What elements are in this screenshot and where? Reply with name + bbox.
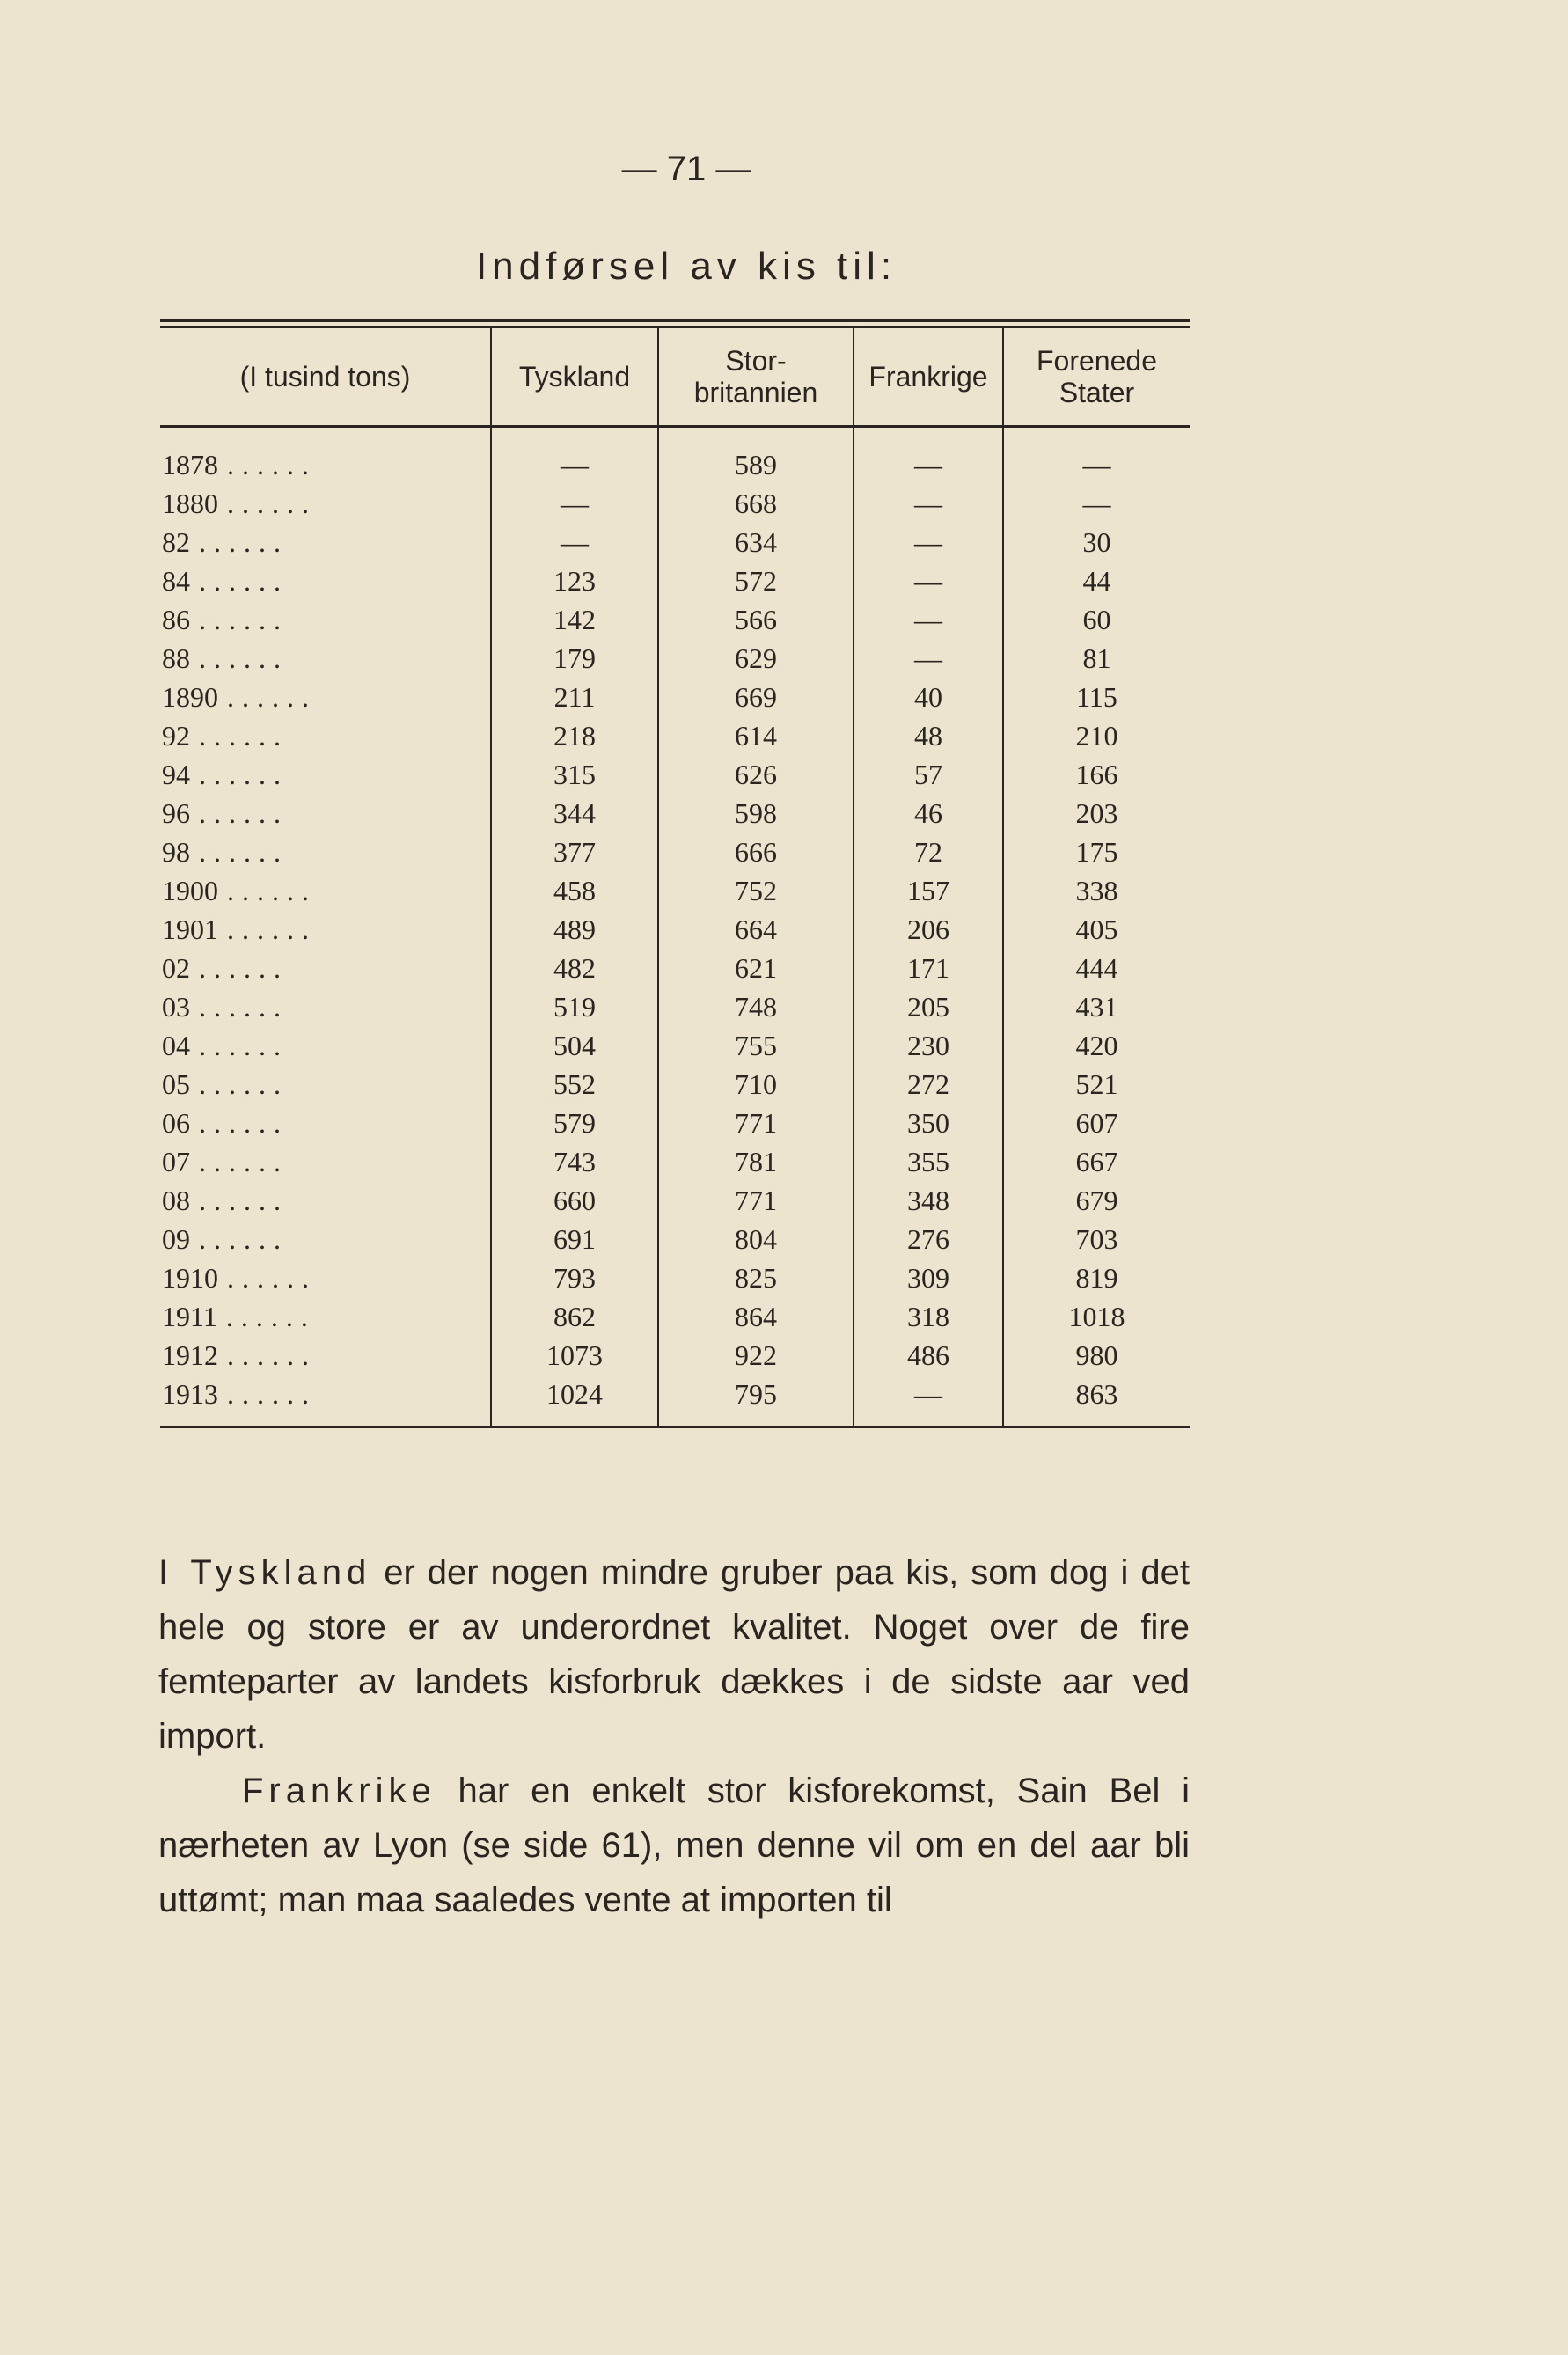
table-row (160, 910, 1190, 949)
cell-forenede-stater: 210 (1003, 716, 1190, 755)
cell-forenede-stater: 30 (1003, 523, 1190, 561)
cell-year: 88 ...... (162, 642, 289, 674)
cell-year: 98 ...... (162, 836, 289, 868)
cell-storbritannien: 771 (658, 1104, 854, 1142)
cell-year: 09 ...... (162, 1223, 289, 1255)
cell-storbritannien: 626 (658, 755, 854, 794)
table-row (160, 871, 1190, 910)
header-tyskland: Tyskland (491, 328, 658, 427)
cell-tyskland: 458 (491, 871, 658, 910)
cell-year: 82 ...... (162, 526, 289, 558)
cell-frankrige: 206 (854, 910, 1003, 949)
cell-tyskland: 793 (491, 1258, 658, 1297)
paragraph-text: er der nogen mindre gruber paa kis, som dog i det hele og store er av underordnet kvalitet. Noget over de fire femteparter av landets kisforbruk dækkes i de sidste aar ved import. (158, 1553, 1190, 1756)
cell-tyskland: 179 (491, 639, 658, 678)
cell-frankrige: 205 (854, 987, 1003, 1026)
cell-forenede-stater: — (1003, 427, 1190, 485)
table-row (160, 833, 1190, 871)
cell-forenede-stater: 44 (1003, 561, 1190, 600)
table-row (160, 794, 1190, 833)
table-row (160, 427, 1190, 485)
cell-year: 84 ...... (162, 565, 289, 597)
cell-storbritannien: 755 (658, 1026, 854, 1065)
paragraph-lead: I Tyskland (158, 1553, 372, 1592)
table-row (160, 1220, 1190, 1258)
cell-tyskland: 862 (491, 1297, 658, 1336)
cell-forenede-stater: 607 (1003, 1104, 1190, 1142)
cell-forenede-stater: 703 (1003, 1220, 1190, 1258)
cell-tyskland: 211 (491, 678, 658, 716)
header-frankrige: Frankrige (854, 328, 1003, 427)
table-row (160, 1297, 1190, 1336)
cell-tyskland: 743 (491, 1142, 658, 1181)
cell-tyskland: 218 (491, 716, 658, 755)
cell-tyskland: 1024 (491, 1375, 658, 1426)
table-header-row (160, 328, 1190, 427)
cell-tyskland: 315 (491, 755, 658, 794)
table-row (160, 755, 1190, 794)
cell-forenede-stater: 444 (1003, 949, 1190, 987)
table-top-rule (160, 319, 1190, 322)
cell-frankrige: 48 (854, 716, 1003, 755)
cell-frankrige: 46 (854, 794, 1003, 833)
page-number: — 71 — (621, 150, 751, 188)
cell-frankrige: — (854, 600, 1003, 639)
body-text (158, 1545, 1190, 1927)
cell-tyskland: — (491, 484, 658, 523)
cell-tyskland: 482 (491, 949, 658, 987)
cell-storbritannien: 614 (658, 716, 854, 755)
cell-storbritannien: 664 (658, 910, 854, 949)
paragraph-frankrike (158, 1764, 1190, 1927)
cell-year: 05 ...... (162, 1068, 289, 1100)
cell-year: 1878 ...... (162, 449, 317, 481)
cell-tyskland: 504 (491, 1026, 658, 1065)
cell-tyskland: 489 (491, 910, 658, 949)
cell-storbritannien: 621 (658, 949, 854, 987)
cell-frankrige: 355 (854, 1142, 1003, 1181)
paragraph-tyskland (158, 1545, 1190, 1764)
cell-storbritannien: 771 (658, 1181, 854, 1220)
cell-frankrige: — (854, 1375, 1003, 1426)
cell-forenede-stater: 60 (1003, 600, 1190, 639)
table-row (160, 484, 1190, 523)
table-row (160, 1375, 1190, 1426)
cell-year: 1901 ...... (162, 913, 317, 945)
cell-forenede-stater: 863 (1003, 1375, 1190, 1426)
table-row (160, 949, 1190, 987)
cell-tyskland: 142 (491, 600, 658, 639)
table-row (160, 600, 1190, 639)
cell-year: 1913 ...... (162, 1378, 317, 1410)
cell-tyskland: 519 (491, 987, 658, 1026)
paragraph-lead: Frankrike (242, 1772, 436, 1810)
cell-frankrige: 171 (854, 949, 1003, 987)
header-forenede-stater: Forenede Stater (1003, 328, 1190, 427)
cell-frankrige: 72 (854, 833, 1003, 871)
cell-tyskland: 377 (491, 833, 658, 871)
cell-storbritannien: 795 (658, 1375, 854, 1426)
cell-storbritannien: 710 (658, 1065, 854, 1104)
cell-frankrige: 350 (854, 1104, 1003, 1142)
table-row (160, 1336, 1190, 1375)
table-row (160, 1181, 1190, 1220)
cell-tyskland: 660 (491, 1181, 658, 1220)
cell-year: 03 ...... (162, 991, 289, 1023)
cell-tyskland: 1073 (491, 1336, 658, 1375)
cell-frankrige: 272 (854, 1065, 1003, 1104)
cell-storbritannien: 669 (658, 678, 854, 716)
cell-forenede-stater: 115 (1003, 678, 1190, 716)
cell-year: 1900 ...... (162, 875, 317, 906)
cell-year: 1890 ...... (162, 681, 317, 713)
cell-tyskland: 552 (491, 1065, 658, 1104)
cell-frankrige: — (854, 523, 1003, 561)
cell-forenede-stater: 405 (1003, 910, 1190, 949)
cell-storbritannien: 864 (658, 1297, 854, 1336)
cell-year: 02 ...... (162, 952, 289, 984)
cell-storbritannien: 589 (658, 427, 854, 485)
table-row (160, 987, 1190, 1026)
cell-frankrige: — (854, 427, 1003, 485)
table-row (160, 1104, 1190, 1142)
cell-year: 06 ...... (162, 1107, 289, 1139)
cell-forenede-stater: 420 (1003, 1026, 1190, 1065)
cell-storbritannien: 752 (658, 871, 854, 910)
cell-year: 86 ...... (162, 604, 289, 635)
cell-storbritannien: 825 (658, 1258, 854, 1297)
cell-storbritannien: 804 (658, 1220, 854, 1258)
cell-forenede-stater: 819 (1003, 1258, 1190, 1297)
cell-frankrige: 230 (854, 1026, 1003, 1065)
table-row (160, 716, 1190, 755)
cell-year: 1911 ...... (162, 1301, 316, 1332)
cell-year: 04 ...... (162, 1030, 289, 1061)
cell-storbritannien: 748 (658, 987, 854, 1026)
import-table (160, 319, 1190, 1428)
cell-year: 92 ...... (162, 720, 289, 752)
cell-frankrige: — (854, 639, 1003, 678)
cell-tyskland: — (491, 427, 658, 485)
cell-forenede-stater: 81 (1003, 639, 1190, 678)
cell-frankrige: 486 (854, 1336, 1003, 1375)
cell-frankrige: 318 (854, 1297, 1003, 1336)
table-row (160, 1142, 1190, 1181)
cell-tyskland: 691 (491, 1220, 658, 1258)
cell-tyskland: 344 (491, 794, 658, 833)
cell-tyskland: — (491, 523, 658, 561)
cell-storbritannien: 666 (658, 833, 854, 871)
table-bottom-rule (160, 1426, 1190, 1428)
cell-frankrige: 309 (854, 1258, 1003, 1297)
cell-tyskland: 123 (491, 561, 658, 600)
cell-forenede-stater: 338 (1003, 871, 1190, 910)
cell-tyskland: 579 (491, 1104, 658, 1142)
cell-storbritannien: 566 (658, 600, 854, 639)
cell-forenede-stater: 679 (1003, 1181, 1190, 1220)
cell-forenede-stater: 203 (1003, 794, 1190, 833)
cell-year: 1880 ...... (162, 488, 317, 519)
table-row (160, 1065, 1190, 1104)
cell-storbritannien: 781 (658, 1142, 854, 1181)
table-body (160, 427, 1190, 1427)
cell-forenede-stater: 667 (1003, 1142, 1190, 1181)
cell-year: 07 ...... (162, 1146, 289, 1178)
header-unit: (I tusind tons) (160, 328, 491, 427)
header-storbritannien: Stor- britannien (658, 328, 854, 427)
cell-year: 1912 ...... (162, 1339, 317, 1371)
table-title: Indførsel av kis til: (475, 245, 898, 288)
cell-frankrige: 157 (854, 871, 1003, 910)
cell-frankrige: 57 (854, 755, 1003, 794)
cell-storbritannien: 634 (658, 523, 854, 561)
cell-forenede-stater: 175 (1003, 833, 1190, 871)
cell-frankrige: 276 (854, 1220, 1003, 1258)
cell-storbritannien: 668 (658, 484, 854, 523)
cell-forenede-stater: 980 (1003, 1336, 1190, 1375)
cell-storbritannien: 922 (658, 1336, 854, 1375)
table-row (160, 561, 1190, 600)
cell-year: 96 ...... (162, 797, 289, 829)
cell-year: 94 ...... (162, 759, 289, 790)
cell-frankrige: 348 (854, 1181, 1003, 1220)
cell-storbritannien: 572 (658, 561, 854, 600)
cell-forenede-stater: 431 (1003, 987, 1190, 1026)
cell-forenede-stater: — (1003, 484, 1190, 523)
cell-frankrige: — (854, 484, 1003, 523)
table-row (160, 1258, 1190, 1297)
cell-storbritannien: 629 (658, 639, 854, 678)
cell-forenede-stater: 1018 (1003, 1297, 1190, 1336)
paragraph-text: har en enkelt stor kisforekomst, Sain Bel i nærheten av Lyon (se side 61), men denne vil om en del aar bli uttømt; man maa saaledes vente at importen til (158, 1772, 1190, 1919)
table-row (160, 523, 1190, 561)
table-row (160, 1026, 1190, 1065)
cell-frankrige: — (854, 561, 1003, 600)
table-row (160, 639, 1190, 678)
cell-frankrige: 40 (854, 678, 1003, 716)
table-row (160, 678, 1190, 716)
cell-year: 1910 ...... (162, 1262, 317, 1294)
cell-forenede-stater: 166 (1003, 755, 1190, 794)
cell-forenede-stater: 521 (1003, 1065, 1190, 1104)
cell-storbritannien: 598 (658, 794, 854, 833)
cell-year: 08 ...... (162, 1185, 289, 1216)
